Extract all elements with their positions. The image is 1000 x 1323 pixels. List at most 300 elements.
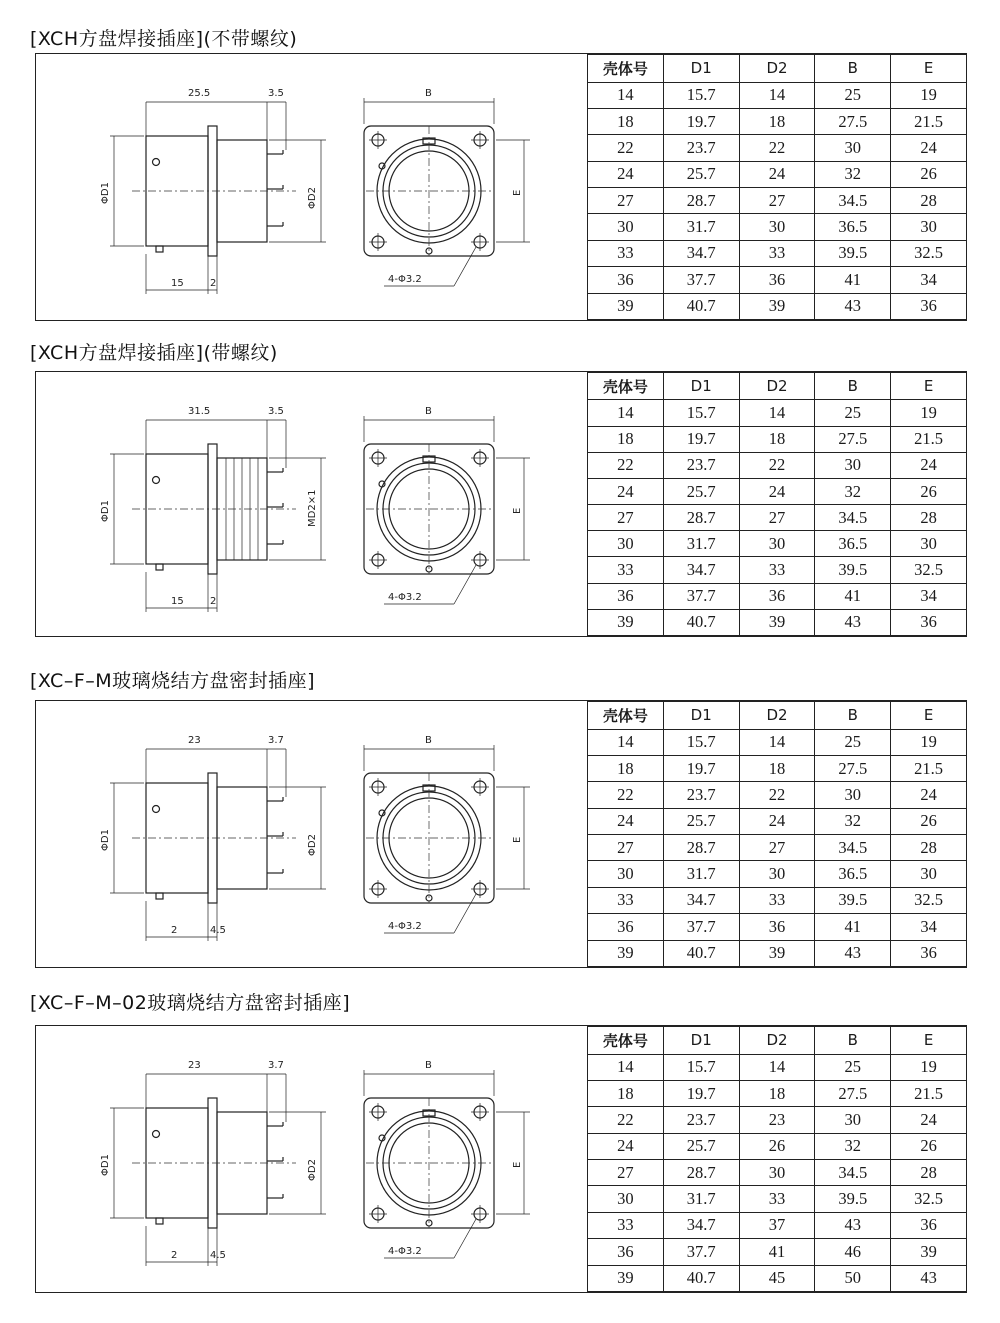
table-cell: 22	[739, 135, 815, 161]
table-row	[588, 861, 967, 887]
dimension-text: MD2×1	[307, 489, 318, 527]
table-row	[588, 1160, 967, 1186]
table-cell: 27.5	[815, 1080, 891, 1106]
column-header: D2	[739, 55, 815, 83]
table-cell: 26	[891, 1133, 967, 1159]
table-cell: 27	[588, 835, 664, 861]
table-cell: 39	[739, 293, 815, 320]
dimension-text: ΦD2	[307, 834, 318, 856]
table-cell: 32	[815, 161, 891, 187]
dimension-text: 3.5	[268, 406, 284, 417]
table-cell: 23.7	[663, 1107, 739, 1133]
table-cell: 43	[815, 293, 891, 320]
table-cell: 39	[588, 1265, 664, 1292]
table-cell: 37.7	[663, 914, 739, 940]
section-title-2: [XCH方盘焊接插座](带螺纹)	[30, 342, 278, 364]
table-cell: 34.7	[663, 1212, 739, 1238]
table-cell: 25.7	[663, 808, 739, 834]
table-cell: 36	[588, 1239, 664, 1265]
table-cell: 28.7	[663, 188, 739, 214]
dimension-text: E	[512, 507, 523, 514]
table-cell: 39	[891, 1239, 967, 1265]
table-row	[588, 1133, 967, 1159]
table-cell: 37	[739, 1212, 815, 1238]
table-cell: 19.7	[663, 426, 739, 452]
dimension-text: 4-Φ3.2	[388, 921, 422, 932]
table-cell: 50	[815, 1265, 891, 1292]
table-cell: 30	[588, 1186, 664, 1212]
table-row	[588, 808, 967, 834]
section-panel-4	[35, 1025, 967, 1293]
table-cell: 37.7	[663, 267, 739, 293]
table-cell: 37.7	[663, 1239, 739, 1265]
table-cell: 24	[588, 161, 664, 187]
dimension-text: 15	[171, 278, 184, 289]
table-cell: 22	[588, 135, 664, 161]
table-cell: 33	[588, 240, 664, 266]
connector-drawing-4	[36, 1026, 587, 1292]
table-cell: 18	[588, 426, 664, 452]
connector-drawing-1	[36, 54, 587, 320]
dimension-text: 31.5	[188, 406, 211, 417]
table-cell: 30	[891, 531, 967, 557]
table-row	[588, 452, 967, 478]
table-cell: 27	[588, 505, 664, 531]
table-cell: 27.5	[815, 108, 891, 134]
locating-pin	[153, 806, 160, 813]
table-cell: 36.5	[815, 861, 891, 887]
table-cell: 39	[588, 293, 664, 320]
bottom-pin	[156, 1218, 163, 1224]
table-cell: 28.7	[663, 1160, 739, 1186]
table-cell: 32.5	[891, 887, 967, 913]
table-cell: 33	[588, 887, 664, 913]
table-cell: 14	[739, 82, 815, 108]
dimension-text: 3.7	[268, 1060, 284, 1071]
table-cell: 15.7	[663, 1054, 739, 1080]
table-cell: 32.5	[891, 557, 967, 583]
leader-line	[454, 247, 476, 286]
column-header: B	[815, 55, 891, 83]
table-cell: 14	[739, 400, 815, 426]
column-header: D2	[739, 702, 815, 730]
table-cell: 33	[739, 1186, 815, 1212]
table-cell: 31.7	[663, 214, 739, 240]
table-cell: 22	[739, 452, 815, 478]
dimension-text: 4-Φ3.2	[388, 1246, 422, 1257]
dimension-text: 4-Φ3.2	[388, 274, 422, 285]
table-cell: 41	[815, 583, 891, 609]
table-row	[588, 214, 967, 240]
dimension-text: 4.5	[210, 925, 226, 936]
table-cell: 39.5	[815, 557, 891, 583]
table-cell: 26	[891, 161, 967, 187]
dimension-text: ΦD1	[100, 829, 111, 851]
spec-table-1	[587, 54, 967, 320]
table-row	[588, 267, 967, 293]
table-row	[588, 729, 967, 755]
dimension-text: E	[512, 189, 523, 196]
table-cell: 23.7	[663, 135, 739, 161]
locating-pin	[153, 1131, 160, 1138]
table-cell: 19.7	[663, 1080, 739, 1106]
column-header: D1	[663, 373, 739, 400]
table-header-row	[588, 702, 967, 730]
column-header: D1	[663, 55, 739, 83]
table-cell: 25.7	[663, 478, 739, 504]
table-header-row	[588, 1027, 967, 1055]
dimension-text: 4.5	[210, 1250, 226, 1261]
table-cell: 24	[588, 808, 664, 834]
connector-drawing-svg-3	[36, 701, 587, 967]
table-cell: 27	[588, 1160, 664, 1186]
table-row	[588, 188, 967, 214]
table-row	[588, 293, 967, 320]
table-cell: 34.7	[663, 887, 739, 913]
table-cell: 26	[891, 808, 967, 834]
table-cell: 34.7	[663, 240, 739, 266]
table-cell: 24	[588, 1133, 664, 1159]
table-cell: 24	[739, 161, 815, 187]
dimension-text: 23	[188, 735, 201, 746]
table-cell: 27	[739, 505, 815, 531]
table-cell: 22	[739, 782, 815, 808]
table-cell: 21.5	[891, 1080, 967, 1106]
table-row	[588, 240, 967, 266]
table-cell: 36	[739, 914, 815, 940]
table-cell: 18	[588, 108, 664, 134]
dimension-text: 3.5	[268, 88, 284, 99]
table-cell: 36.5	[815, 214, 891, 240]
table-row	[588, 82, 967, 108]
table-row	[588, 609, 967, 635]
table-row	[588, 1080, 967, 1106]
table-cell: 41	[815, 267, 891, 293]
table-cell: 23.7	[663, 782, 739, 808]
table-cell: 14	[739, 1054, 815, 1080]
table-cell: 14	[588, 82, 664, 108]
table-cell: 25.7	[663, 161, 739, 187]
table-cell: 24	[739, 478, 815, 504]
table-cell: 34.5	[815, 835, 891, 861]
table-cell: 27.5	[815, 426, 891, 452]
connector-drawing-svg-1	[36, 54, 587, 320]
table-cell: 40.7	[663, 940, 739, 967]
table-cell: 30	[588, 861, 664, 887]
table-cell: 33	[739, 240, 815, 266]
column-header: B	[815, 702, 891, 730]
section-panel-3	[35, 700, 967, 968]
table-cell: 34.5	[815, 505, 891, 531]
table-cell: 39.5	[815, 240, 891, 266]
table-cell: 28.7	[663, 505, 739, 531]
table-row	[588, 426, 967, 452]
table-cell: 36	[588, 914, 664, 940]
table-cell: 31.7	[663, 1186, 739, 1212]
dimension-text: B	[425, 88, 432, 99]
column-header: D2	[739, 373, 815, 400]
table-cell: 31.7	[663, 531, 739, 557]
column-header: D1	[663, 1027, 739, 1055]
table-cell: 30	[588, 531, 664, 557]
table-cell: 40.7	[663, 1265, 739, 1292]
dimension-text: ΦD1	[100, 1154, 111, 1176]
section-title-3: [XC–F–M玻璃烧结方盘密封插座]	[30, 670, 316, 692]
column-header: 壳体号	[588, 702, 664, 730]
table-cell: 21.5	[891, 755, 967, 781]
table-row	[588, 1265, 967, 1292]
spec-table-4	[587, 1026, 967, 1292]
table-cell: 30	[815, 782, 891, 808]
spec-table-2	[587, 372, 967, 636]
table-cell: 39	[739, 940, 815, 967]
table-cell: 24	[739, 808, 815, 834]
table-cell: 40.7	[663, 293, 739, 320]
table-row	[588, 1054, 967, 1080]
table-cell: 32.5	[891, 240, 967, 266]
table-row	[588, 887, 967, 913]
table-row	[588, 1107, 967, 1133]
table-cell: 36	[891, 293, 967, 320]
table-cell: 39.5	[815, 1186, 891, 1212]
table-cell: 15.7	[663, 82, 739, 108]
table-cell: 32	[815, 1133, 891, 1159]
table-cell: 30	[739, 531, 815, 557]
table-cell: 36	[891, 940, 967, 967]
leader-line	[454, 1219, 476, 1258]
table-cell: 36	[739, 583, 815, 609]
table-cell: 39.5	[815, 887, 891, 913]
dimension-text: B	[425, 1060, 432, 1071]
table-cell: 28.7	[663, 835, 739, 861]
table-cell: 30	[739, 214, 815, 240]
dimension-text: 2	[210, 596, 217, 607]
table-cell: 34.5	[815, 1160, 891, 1186]
table-cell: 25	[815, 1054, 891, 1080]
table-cell: 30	[815, 135, 891, 161]
spec-table-3	[587, 701, 967, 967]
table-row	[588, 108, 967, 134]
dimension-text: 23	[188, 1060, 201, 1071]
table-cell: 24	[588, 478, 664, 504]
table-cell: 33	[588, 557, 664, 583]
dimension-text: 15	[171, 596, 184, 607]
table-cell: 15.7	[663, 729, 739, 755]
column-header: 壳体号	[588, 373, 664, 400]
table-cell: 46	[815, 1239, 891, 1265]
table-cell: 24	[891, 1107, 967, 1133]
dimension-text: 4-Φ3.2	[388, 592, 422, 603]
table-cell: 33	[739, 887, 815, 913]
table-cell: 18	[739, 755, 815, 781]
table-row	[588, 1212, 967, 1238]
table-cell: 28	[891, 1160, 967, 1186]
column-header: B	[815, 373, 891, 400]
bottom-pin	[156, 564, 163, 570]
table-row	[588, 755, 967, 781]
locating-pin	[153, 159, 160, 166]
table-cell: 30	[891, 214, 967, 240]
column-header: B	[815, 1027, 891, 1055]
table-cell: 31.7	[663, 861, 739, 887]
table-cell: 23	[739, 1107, 815, 1133]
section-panel-1	[35, 53, 967, 321]
table-cell: 19	[891, 82, 967, 108]
table-cell: 22	[588, 782, 664, 808]
table-cell: 27	[588, 188, 664, 214]
table-cell: 28	[891, 188, 967, 214]
table-row	[588, 835, 967, 861]
table-cell: 21.5	[891, 108, 967, 134]
column-header: E	[891, 1027, 967, 1055]
dimension-text: ΦD2	[307, 187, 318, 209]
column-header: E	[891, 55, 967, 83]
table-cell: 23.7	[663, 452, 739, 478]
table-row	[588, 400, 967, 426]
table-cell: 36	[739, 267, 815, 293]
table-cell: 26	[891, 478, 967, 504]
table-row	[588, 135, 967, 161]
dimension-text: B	[425, 735, 432, 746]
table-row	[588, 1186, 967, 1212]
table-cell: 14	[588, 729, 664, 755]
table-cell: 19	[891, 729, 967, 755]
table-cell: 36	[891, 1212, 967, 1238]
table-cell: 27	[739, 188, 815, 214]
table-cell: 18	[739, 1080, 815, 1106]
table-cell: 36	[588, 267, 664, 293]
table-cell: 32	[815, 478, 891, 504]
table-cell: 45	[739, 1265, 815, 1292]
dimension-text: B	[425, 406, 432, 417]
bottom-pin	[156, 893, 163, 899]
table-cell: 30	[815, 1107, 891, 1133]
table-cell: 18	[739, 108, 815, 134]
table-cell: 34	[891, 914, 967, 940]
locating-pin	[153, 477, 160, 484]
table-cell: 15.7	[663, 400, 739, 426]
dimension-text: 25.5	[188, 88, 211, 99]
column-header: 壳体号	[588, 55, 664, 83]
table-cell: 39	[739, 609, 815, 635]
table-row	[588, 531, 967, 557]
table-cell: 41	[739, 1239, 815, 1265]
column-header: E	[891, 702, 967, 730]
connector-drawing-svg-4	[36, 1026, 587, 1292]
table-header-row	[588, 55, 967, 83]
leader-line	[454, 894, 476, 933]
table-cell: 30	[891, 861, 967, 887]
table-row	[588, 557, 967, 583]
table-cell: 40.7	[663, 609, 739, 635]
table-cell: 14	[588, 1054, 664, 1080]
table-cell: 30	[815, 452, 891, 478]
connector-drawing-2	[36, 372, 587, 636]
table-cell: 27	[739, 835, 815, 861]
table-cell: 43	[891, 1265, 967, 1292]
column-header: E	[891, 373, 967, 400]
table-cell: 25	[815, 400, 891, 426]
table-cell: 18	[588, 755, 664, 781]
table-cell: 34	[891, 583, 967, 609]
table-cell: 25	[815, 729, 891, 755]
dimension-text: 3.7	[268, 735, 284, 746]
table-cell: 22	[588, 1107, 664, 1133]
table-cell: 22	[588, 452, 664, 478]
dimension-text: 2	[171, 1250, 178, 1261]
table-row	[588, 940, 967, 967]
table-cell: 19	[891, 400, 967, 426]
dimension-text: E	[512, 1161, 523, 1168]
table-cell: 27.5	[815, 755, 891, 781]
dimension-text: ΦD1	[100, 500, 111, 522]
dimension-text: 2	[171, 925, 178, 936]
connector-drawing-3	[36, 701, 587, 967]
table-row	[588, 161, 967, 187]
table-cell: 36.5	[815, 531, 891, 557]
table-cell: 28	[891, 835, 967, 861]
column-header: D2	[739, 1027, 815, 1055]
table-cell: 36	[891, 609, 967, 635]
table-row	[588, 583, 967, 609]
table-cell: 24	[891, 135, 967, 161]
table-cell: 33	[588, 1212, 664, 1238]
table-cell: 43	[815, 609, 891, 635]
table-cell: 32	[815, 808, 891, 834]
table-cell: 32.5	[891, 1186, 967, 1212]
section-title-4: [XC–F–M–02玻璃烧结方盘密封插座]	[30, 992, 351, 1014]
table-row	[588, 505, 967, 531]
table-row	[588, 914, 967, 940]
table-cell: 14	[739, 729, 815, 755]
table-cell: 19.7	[663, 755, 739, 781]
table-cell: 33	[739, 557, 815, 583]
table-cell: 18	[739, 426, 815, 452]
table-cell: 14	[588, 400, 664, 426]
dimension-text: 2	[210, 278, 217, 289]
connector-drawing-svg-2	[36, 372, 587, 636]
table-cell: 41	[815, 914, 891, 940]
column-header: 壳体号	[588, 1027, 664, 1055]
dimension-text: E	[512, 836, 523, 843]
table-cell: 39	[588, 609, 664, 635]
dimension-text: ΦD2	[307, 1159, 318, 1181]
table-cell: 26	[739, 1133, 815, 1159]
table-cell: 24	[891, 452, 967, 478]
table-cell: 21.5	[891, 426, 967, 452]
table-cell: 30	[739, 861, 815, 887]
table-cell: 18	[588, 1080, 664, 1106]
table-cell: 43	[815, 1212, 891, 1238]
table-cell: 30	[588, 214, 664, 240]
table-cell: 24	[891, 782, 967, 808]
table-cell: 34	[891, 267, 967, 293]
table-cell: 19	[891, 1054, 967, 1080]
table-cell: 36	[588, 583, 664, 609]
table-cell: 43	[815, 940, 891, 967]
table-row	[588, 478, 967, 504]
table-cell: 30	[739, 1160, 815, 1186]
table-cell: 34.7	[663, 557, 739, 583]
section-panel-2	[35, 371, 967, 637]
leader-line	[454, 565, 476, 604]
table-cell: 25.7	[663, 1133, 739, 1159]
section-title-1: [XCH方盘焊接插座](不带螺纹)	[30, 28, 298, 50]
dimension-text: ΦD1	[100, 182, 111, 204]
table-cell: 19.7	[663, 108, 739, 134]
table-cell: 39	[588, 940, 664, 967]
table-row	[588, 782, 967, 808]
